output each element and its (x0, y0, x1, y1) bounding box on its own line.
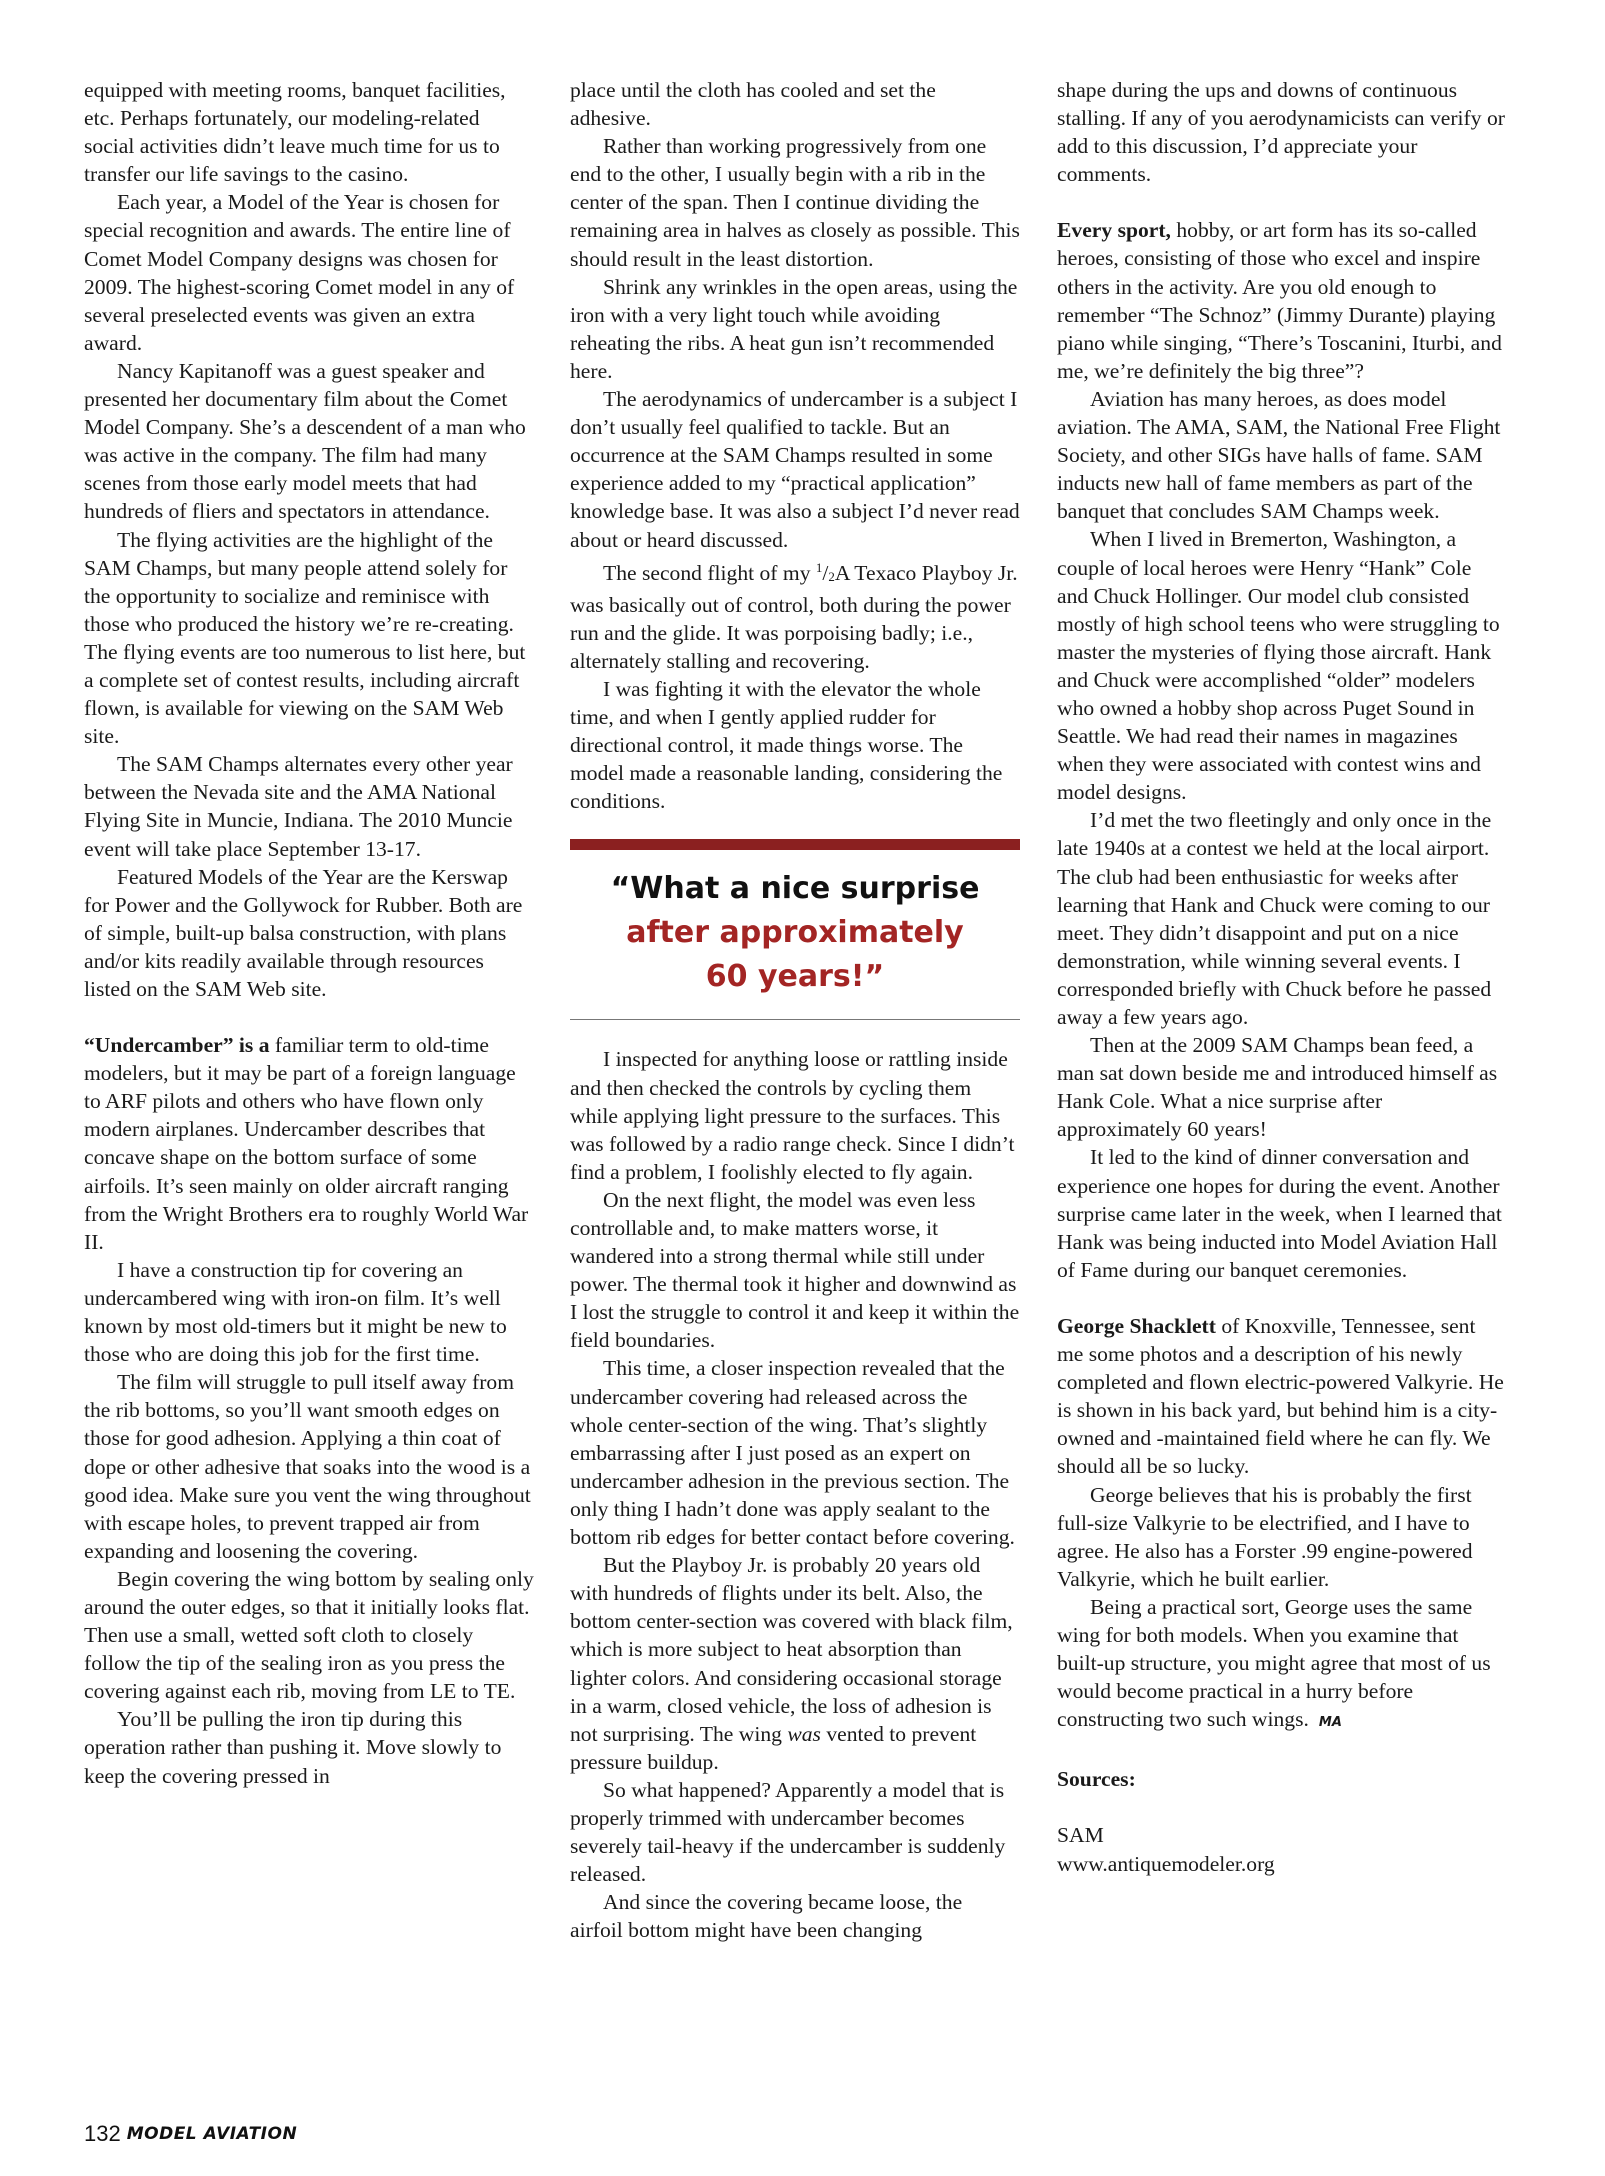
end-mark: MA (1318, 1715, 1342, 1731)
paragraph: Nancy Kapitanoff was a guest speaker and presented her documentary film about the Comet Model Company. She’s a descendent of a man who was active in the company. The film had many scenes from those early model meets that had hundreds of fliers and spectators in attendance. (84, 358, 526, 524)
paragraph: Each year, a Model of the Year is chosen for special recognition and awards. The entire line of Comet Model Company designs was chosen for 2009. The highest-scoring Comet model in any of several preselected events was given an extra award. (84, 190, 515, 355)
paragraph: But the Playboy Jr. is probably 20 years old with hundreds of flights under its belt. Also, the bottom center-section was covered with black film, which is more subject to heat absorption than lighter colors. And considering occasional storage in a warm, closed vehicle, the loss of adhesion is not surprising. The wing was vented to prevent pressure buildup. (570, 1553, 1013, 1774)
section-lead: George Shacklett (1057, 1313, 1216, 1338)
paragraph: So what happened? Apparently a model that is properly trimmed with undercamber becomes severely tail-heavy if the undercamber is suddenly released. (570, 1777, 1006, 1887)
paragraph: equipped with meeting rooms, banquet facilities, etc. Perhaps fortunately, our modeling-related social activities didn’t leave much time for us to transfer our life savings to the casino. (84, 78, 506, 187)
section-lead: Every sport, (1057, 218, 1171, 243)
source-link[interactable]: www.antiquemodeler.org (1057, 1851, 1275, 1876)
paragraph: Shrink any wrinkles in the open areas, using the iron with a very light touch while avoiding reheating the ribs. A heat gun isn’t recommended here. (570, 274, 1018, 383)
source-item: SAM (1057, 1823, 1104, 1848)
pull-quote (570, 839, 1020, 1020)
paragraph: The film will struggle to pull itself away from the rib bottoms, so you’ll want smooth edges on those for good adhesion. Applying a thin coat of dope or other adhesive that soaks into the wood is a good idea. Make sure you vent the wing throughout with escape holes, to prevent trapped air from expanding and loosening the covering. (84, 1370, 531, 1563)
pull-quote-line-1: “What a nice surprise (610, 871, 980, 907)
paragraph: I inspected for anything loose or rattling inside and then checked the controls by cycling them while applying light pressure to the surfaces. This was followed by a radio range check. Since I didn’t find a problem, I foolishly elected to fly again. (570, 1047, 1015, 1184)
column-3 (1057, 76, 1507, 1878)
paragraph: The second flight of my $^1/_2A$ Texaco Playboy Jr. was basically out of control, both during the power run and the glide. It was porpoising badly; i.e., alternately stalling and recovering. (570, 559, 1018, 673)
paragraph: Then at the 2009 SAM Champs bean feed, a man sat down beside me and introduced himself as Hank Cole. What a nice surprise after approximately 60 years! (1057, 1033, 1498, 1142)
fraction-denominator: 2 (828, 568, 835, 584)
column-2 (570, 76, 1020, 1944)
paragraph: This time, a closer inspection revealed that the undercamber covering had released across the whole center-section of the wing. That’s slightly embarrassing after I just posed as an expert on undercamber adhesion in the previous section. The only thing I hadn’t done was apply sealant to the bottom rib edges for better contact before covering. (570, 1356, 1015, 1550)
paragraph: place until the cloth has cooled and set the adhesive. (570, 78, 936, 131)
paragraph: When I lived in Bremerton, Washington, a couple of local heroes were Henry “Hank” Cole and Chuck Hollinger. Our model club consisted mostly of high school teens who were struggling to master the mysteries of flying those aircraft. Hank and Chuck were accomplished “older” modelers who owned a hobby shop across Puget Sound in Seattle. We had read their names in magazines when they were associated with contest wins and model designs. (1057, 527, 1500, 805)
paragraph: On the next flight, the model was even less controllable and, to make matters worse, it wandered into a strong thermal while still under power. The thermal took it higher and downwind as I lost the struggle to control it and keep it within the field boundaries. (570, 1187, 1020, 1353)
fraction-numerator: 1 (815, 559, 823, 575)
paragraph: The aerodynamics of undercamber is a subject I don’t usually feel qualified to tackle. But an occurrence at the SAM Champs resulted in some experience added to my “practical application” knowledge base. It was also a subject I’d never read about or heard discussed. (570, 387, 1020, 552)
paragraph: I’d met the two fleetingly and only once in the late 1940s at a contest we held at the local airport. The club had been enthusiastic for weeks after learning that Hank and Chuck were coming to our meet. They didn’t disappoint and put on a nice demonstration, while winning several events. I corresponded briefly with Chuck before he passed away a few years ago. (1057, 808, 1492, 1029)
paragraph: George believes that his is probably the first full-size Valkyrie to be electrified, and I have to agree. He also has a Forster .99 engine-powered Valkyrie, which he built earlier. (1057, 1482, 1473, 1591)
paragraph: Aviation has many heroes, as does model aviation. The AMA, SAM, the National Free Flight Society, and other SIGs have halls of fame. SAM inducts new hall of fame members as part of the banquet that concludes SAM Champs week. (1057, 386, 1501, 524)
paragraph: It led to the kind of dinner conversation and experience one hopes for during the event. Another surprise came later in the week, when I learned that Hank was being inducted into Model Aviation Hall of Fame during our banquet ceremonies. (1057, 1145, 1502, 1282)
magazine-name: MODEL AVIATION (126, 2124, 298, 2144)
paragraph: shape during the ups and downs of continuous stalling. If any of you aerodynamicists can verify or add to this discussion, I’d appreciate your comments. (1057, 78, 1505, 187)
sources-heading: Sources: (1057, 1767, 1136, 1792)
section-lead: “Undercamber” is a (84, 1033, 270, 1058)
page-number: 132 (84, 2121, 121, 2146)
paragraph: The SAM Champs alternates every other year between the Nevada site and the AMA National Flying Site in Muncie, Indiana. The 2010 Muncie event will take place September 13-17. (84, 752, 513, 861)
section-paragraph-undercamber: “Undercamber” is a familiar term to old-time modelers, but it may be part of a foreign language to ARF pilots and others who have flown only modern airplanes. Undercamber describes that concave shape on the bottom surface of some airfoils. It’s seen mainly on older aircraft ranging from the Wright Brothers era to roughly World War II. (84, 1033, 529, 1254)
pull-quote-line-2: after approximately (626, 915, 964, 951)
paragraph: The flying activities are the highlight of the SAM Champs, but many people attend solely for the opportunity to socialize and reminisce with those who produced the history we’re re-creating. The flying events are too numerous to list here, but a complete set of contest results, including aircraft flown, is available for viewing on the SAM Web site. (84, 527, 526, 749)
paragraph: I have a construction tip for covering an undercambered wing with iron-on film. It’s well known by most old-timers but it might be new to those who are doing this job for the first time. (84, 1257, 507, 1367)
paragraph: Begin covering the wing bottom by sealing only around the outer edges, so that it initially looks flat. Then use a small, wetted soft cloth to closely follow the tip of the sealing iron as you press the covering against each rib, moving from LE to TE. (84, 1566, 534, 1704)
paragraph: You’ll be pulling the iron tip during this operation rather than pushing it. Move slowly to keep the covering pressed in (84, 1707, 502, 1788)
paragraph: Being a practical sort, George uses the same wing for both models. When you examine that built-up structure, you might agree that most of us would become practical in a hurry before constructing two such wings. MA (1057, 1594, 1491, 1732)
paragraph: And since the covering became loose, the airfoil bottom might have been changing (570, 1890, 963, 1943)
page-footer (84, 2121, 297, 2147)
section-paragraph-heroes: Every sport, hobby, or art form has its so-called heroes, consisting of those who excel and inspire others in the activity. Are you old enough to remember “The Schnoz” (Jimmy Durante) playing piano while singing, “There’s Toscanini, Iturbi, and me, we’re definitely the big three”? (1057, 218, 1502, 383)
paragraph: Rather than working progressively from one end to the other, I usually begin with a rib in the center of the span. Then I continue dividing the remaining area in halves as closely as possible. This should result in the least distortion. (570, 134, 1020, 271)
paragraph: I was fighting it with the elevator the whole time, and when I gently applied rudder for directional control, it made things worse. The model made a reasonable landing, considering the conditions. (570, 676, 1003, 814)
section-paragraph-shacklett: George Shacklett of Knoxville, Tennessee, sent me some photos and a description of his newly completed and flown electric-powered Valkyrie. He is shown in his back yard, but behind him is a city-owned and -maintained field where he can fly. We should all be so lucky. (1057, 1313, 1504, 1479)
pull-quote-line-3: 60 years!” (705, 959, 885, 995)
column-1 (84, 76, 534, 1790)
paragraph: Featured Models of the Year are the Kerswap for Power and the Gollywock for Rubber. Both are of simple, built-up balsa construction, with plans and/or kits readily available through resources listed on the SAM Web site. (84, 864, 523, 1001)
